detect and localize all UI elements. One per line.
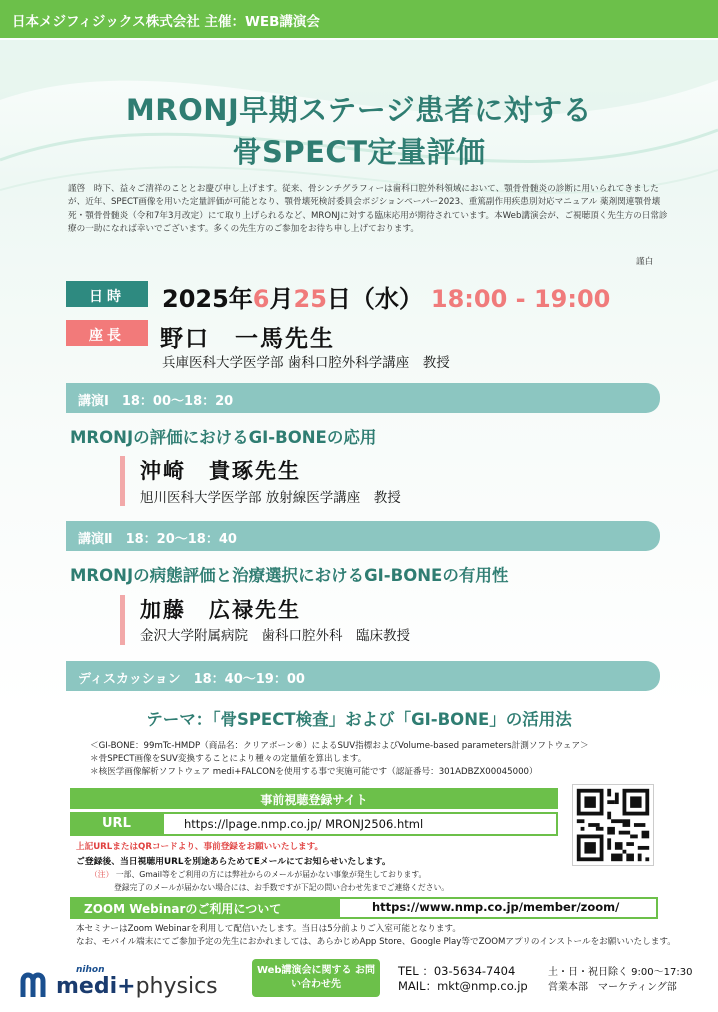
qr-code-icon[interactable] <box>572 784 654 866</box>
contact-details <box>398 964 528 994</box>
logo-text <box>56 974 218 999</box>
page-title-line1: MRONJ早期ステージ患者に対する <box>125 93 593 127</box>
zoom-box <box>70 897 658 919</box>
note-line-3: ＊核医学画像解析ソフトウェア medi+FALCONを使用する事で実施可能です（認証番号：301ADBZX00045000） <box>90 767 538 777</box>
lecture1-accent-bar <box>120 456 125 506</box>
business-hours: 土・日・祝日除く 9:00〜17:30 <box>548 967 693 978</box>
note-line-1: ＜GI-BONE：99mTc-HMDP（商品名：クリアボーン®）によるSUV指標およびVolume-based parameters計測ソフトウェア＞ <box>90 741 589 751</box>
contact-mail[interactable]: MAIL：mkt@nmp.co.jp <box>398 979 528 993</box>
lecture2-accent-bar <box>120 595 125 645</box>
notice-mark: （注） <box>90 870 114 879</box>
event-time: 18:00 - 19:00 <box>430 285 611 313</box>
logo-main: medi+ <box>56 974 136 999</box>
chair-name: 野口 一馬先生 <box>160 326 335 352</box>
lecture2-affiliation: 金沢大学附属病院 歯科口腔外科 臨床教授 <box>140 628 410 644</box>
lecture1-speaker: 沖崎 貴琢先生 <box>140 459 301 483</box>
registration-warning: 上記URLまたはQRコードより、事前登録をお願いいたします。 <box>76 842 324 852</box>
contact-tel: TEL ：03-5634-7404 <box>398 964 516 978</box>
registration-url-link[interactable]: https://lpage.nmp.co.jp/ MRONJ2506.html <box>184 817 424 831</box>
discussion-header: ディスカッション 18：40〜19：00 <box>66 661 660 691</box>
registration-url-box <box>70 812 558 836</box>
lecture1-title: MRONJの評価におけるGI-BONEの応用 <box>70 428 377 447</box>
date-year: 2025年 <box>162 285 253 313</box>
event-date <box>162 279 610 314</box>
lecture1-affiliation: 旭川医科大学医学部 放射線医学講座 教授 <box>140 490 401 506</box>
registration-header: 事前視聴登録サイト <box>70 788 558 809</box>
lecture1-header: 講演Ⅰ 18：00〜18：20 <box>66 383 660 413</box>
registration-notice <box>90 868 449 894</box>
date-label: 日時 <box>66 281 148 307</box>
department: 営業本部 マーケティング部 <box>548 982 677 993</box>
lecture2-title: MRONJの病態評価と治療選択におけるGI-BONEの有用性 <box>70 566 509 585</box>
company-logo <box>20 963 220 1003</box>
organizer-banner: 日本メジフィジックス株式会社 主催：WEB講演会 <box>0 0 718 38</box>
notice-line-1: 一部、Gmail等をご利用の方には弊社からのメールが届かない事象が発生しております。 <box>115 870 427 879</box>
zoom-label: ZOOM Webinarのご利用について <box>72 899 340 917</box>
page-title-line2: 骨SPECT定量評価 <box>232 135 486 169</box>
intro-text: 謹啓 時下、益々ご清祥のこととお慶び申し上げます。従来、骨シンチグラフィーは歯科口腔外科領域において、顎骨骨髄炎の診断に用いられてきましたが、近年、SPECT画像を用いた定量評価が可能となり、顎骨壊死検討委員会ポジションペーパー2023、重篤副作用疾患別対応マニュアル 薬剤関連顎骨壊死・顎骨骨髄炎（令和7年3月改定）にて取り上げられるなど、MRONJに対する臨床応用が期待されています。本Web講演会が、ご視聴頂く先生方の日常診療の一助になれば幸いでございます。多くの先生方のご参加をお待ち申し上げております。 <box>68 184 668 234</box>
chair-label: 座長 <box>66 320 148 346</box>
discussion-theme: テーマ：「骨SPECT検査」および「GI-BONE」の活用法 <box>146 710 572 729</box>
zoom-url-link[interactable]: https://www.nmp.co.jp/member/zoom/ <box>372 900 620 914</box>
registration-info: ご登録後、当日視聴用URLを別途あらためてEメールにてお知らせいたします。 <box>76 857 391 867</box>
lecture2-speaker: 加藤 広禄先生 <box>140 598 301 622</box>
contact-label: Web講演会に関する お問い合わせ先 <box>252 959 380 997</box>
company-logo-icon <box>20 969 54 999</box>
logo-light: physics <box>135 974 218 999</box>
zoom-note-2: なお、モバイル端末にてご参加予定の先生におかれましては、あらかじめApp Store、Google Play等でZOOMアプリのインストールをお願いいたします。 <box>76 937 676 947</box>
note-line-2: ＊骨SPECT画像をSUV変換することにより種々の定量値を算出します。 <box>90 754 367 764</box>
date-day: 25 <box>293 285 327 313</box>
date-month-unit: 月 <box>269 285 294 313</box>
zoom-note-1: 本セミナーはZoom Webinarを利用して配信いたします。当日は5分前よりご入室可能となります。 <box>76 924 461 934</box>
lecture2-header: 講演Ⅱ 18：20〜18：40 <box>66 521 660 551</box>
date-month: 6 <box>252 285 270 313</box>
chair-affiliation: 兵庫医科大学医学部 歯科口腔外科学講座 教授 <box>162 355 450 371</box>
gi-bone-notes <box>90 740 690 779</box>
footer <box>0 955 718 1012</box>
intro-closing: 謹白 <box>636 257 654 267</box>
date-day-unit: 日（水） <box>326 285 423 313</box>
logo-small-text: nihon <box>76 965 105 975</box>
notice-line-2: 登録完了のメールが届かない場合には、お手数ですが下記の問い合わせ先までご連絡ください。 <box>114 883 450 892</box>
zoom-notes <box>76 923 676 949</box>
contact-hours <box>548 965 692 995</box>
url-label: URL <box>72 814 164 834</box>
